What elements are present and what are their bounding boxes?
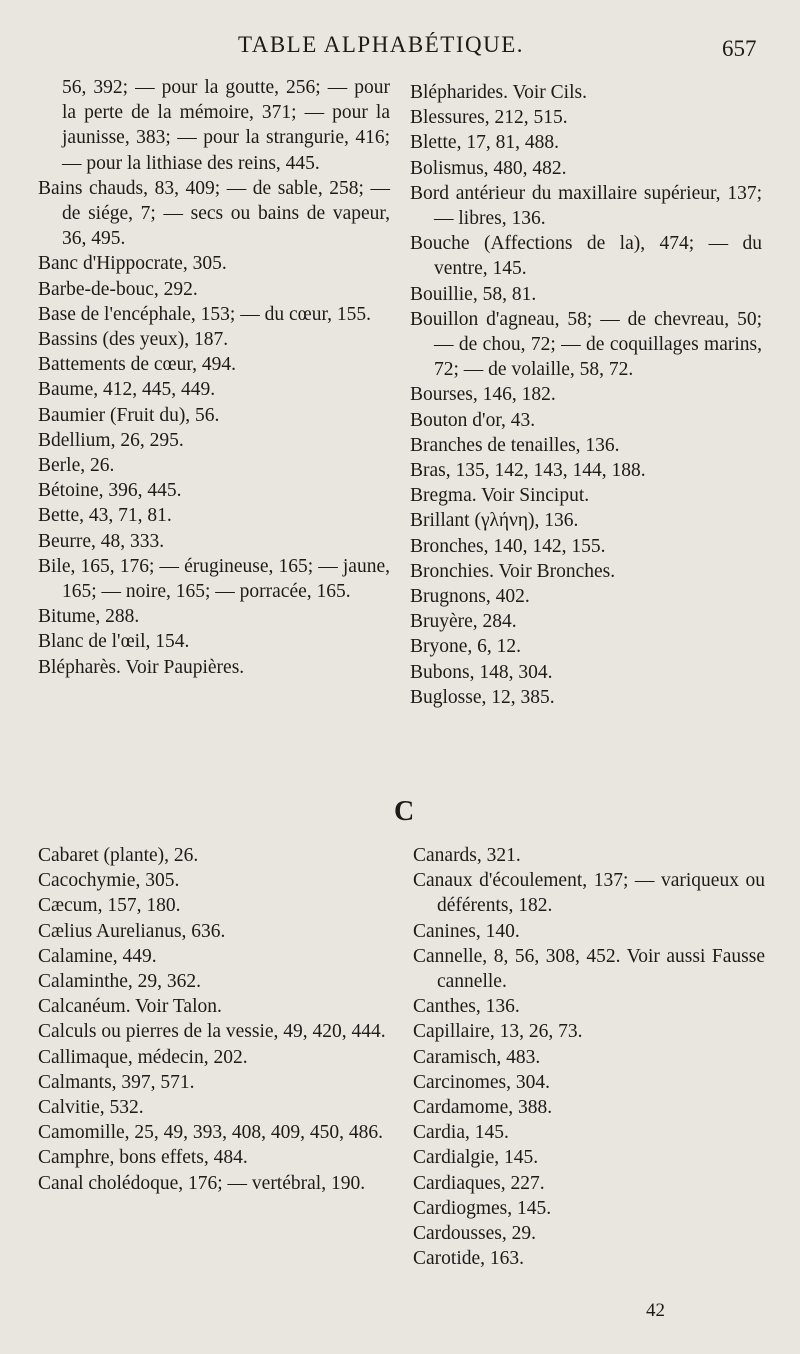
- index-entry: Calaminthe, 29, 362.: [38, 971, 202, 993]
- index-entry: Baume, 412, 445, 449.: [38, 379, 216, 401]
- index-entry: Branches de tenailles, 136.: [410, 434, 620, 456]
- index-entry: Cardousses, 29.: [413, 1223, 536, 1245]
- index-entry: Cardialgie, 145.: [413, 1147, 539, 1169]
- index-entry: Cardamome, 388.: [413, 1097, 553, 1119]
- index-entry: Berle, 26.: [38, 455, 115, 477]
- index-entry: Cardiaques, 227.: [413, 1172, 545, 1194]
- index-entry: Callimaque, médecin, 202.: [38, 1046, 248, 1068]
- index-entry: Bouillie, 58, 81.: [410, 283, 537, 305]
- index-entry: Bassins (des yeux), 187.: [38, 329, 229, 351]
- index-entry: Canines, 140.: [413, 920, 520, 942]
- index-entry: Canthes, 136.: [413, 996, 520, 1018]
- index-entry: Bord antérieur du maxillaire supérieur, 137; — libres, 136.: [410, 182, 762, 230]
- index-entry: Baumier (Fruit du), 56.: [38, 404, 220, 426]
- index-entry: Blépharès. Voir Paupières.: [38, 656, 245, 678]
- index-entry: Bitume, 288.: [38, 606, 140, 628]
- index-entry: Bette, 43, 71, 81.: [38, 505, 172, 527]
- index-column-left-c: [38, 843, 390, 1196]
- index-entry: Cardia, 145.: [413, 1122, 509, 1144]
- index-column-right-c: [413, 843, 765, 1271]
- index-entry: Bouton d'or, 43.: [410, 409, 536, 431]
- signature-mark: 42: [646, 1300, 665, 1321]
- index-entry: Bubons, 148, 304.: [410, 661, 553, 683]
- index-entry: Camomille, 25, 49, 393, 408, 409, 450, 486.: [38, 1122, 384, 1144]
- index-entry: Calamine, 449.: [38, 945, 157, 967]
- index-entry: Blanc de l'œil, 154.: [38, 631, 190, 653]
- index-entry: Carcinomes, 304.: [413, 1071, 551, 1093]
- index-entry: Cannelle, 8, 56, 308, 452. Voir aussi Fausse cannelle.: [413, 945, 765, 993]
- index-entry: Camphre, bons effets, 484.: [38, 1147, 248, 1169]
- index-entry: Bras, 135, 142, 143, 144, 188.: [410, 460, 646, 482]
- index-entry: Cacochymie, 305.: [38, 870, 180, 892]
- index-entry: Bruyère, 284.: [410, 611, 517, 633]
- index-entry: Brillant (γλήνη), 136.: [410, 510, 579, 532]
- index-entry: Blépharides. Voir Cils.: [410, 82, 587, 103]
- index-entry: Canal cholédoque, 176; — vertébral, 190.: [38, 1172, 366, 1194]
- index-entry: Carotide, 163.: [413, 1248, 525, 1270]
- running-title: TABLE ALPHABÉTIQUE.: [238, 32, 525, 57]
- index-column-left-b: [38, 75, 390, 680]
- index-entry: Blessures, 212, 515.: [410, 107, 568, 129]
- index-entry: Battements de cœur, 494.: [38, 354, 236, 376]
- index-entry: Bronches, 140, 142, 155.: [410, 535, 606, 557]
- index-entry: Bronchies. Voir Bronches.: [410, 560, 616, 582]
- index-column-right-b: [410, 80, 762, 710]
- index-entry: Base de l'encéphale, 153; — du cœur, 155.: [38, 303, 372, 325]
- index-entry: Capillaire, 13, 26, 73.: [413, 1021, 583, 1043]
- index-entry: Calcanéum. Voir Talon.: [38, 996, 222, 1018]
- index-entry: Banc d'Hippocrate, 305.: [38, 253, 227, 275]
- index-entry: Bryone, 6, 12.: [410, 636, 522, 658]
- index-entry: Blette, 17, 81, 488.: [410, 132, 559, 154]
- index-entry: Bouche (Affections de la), 474; — du ventre, 145.: [410, 233, 762, 280]
- index-entry: Bile, 165, 176; — érugineuse, 165; — jaune, 165; — noire, 165; — porracée, 165.: [38, 555, 390, 603]
- index-entry: Buglosse, 12, 385.: [410, 686, 555, 708]
- index-entry: Calvitie, 532.: [38, 1097, 144, 1119]
- index-entry: Bétoine, 396, 445.: [38, 480, 182, 502]
- index-entry: Canaux d'écoulement, 137; — variqueux ou déférents, 182.: [413, 870, 765, 917]
- index-entry: Beurre, 48, 333.: [38, 530, 165, 552]
- index-entry: Calmants, 397, 571.: [38, 1071, 195, 1093]
- index-entry: Calculs ou pierres de la vessie, 49, 420, 444.: [38, 1021, 386, 1043]
- index-entry: Bourses, 146, 182.: [410, 384, 556, 406]
- index-entry: Bains chauds, 83, 409; — de sable, 258; — de siége, 7; — secs ou bains de vapeur, 36, 495.: [38, 177, 390, 250]
- index-entry: Caramisch, 483.: [413, 1046, 541, 1068]
- index-entry: Cardiogmes, 145.: [413, 1197, 552, 1219]
- index-entry: Canards, 321.: [413, 845, 521, 866]
- index-entry: Bouillon d'agneau, 58; — de chevreau, 50; — de chou, 72; — de coquillages marins, 72; — de volaille, 58, 72.: [410, 308, 762, 381]
- section-letter-heading: C: [394, 796, 415, 827]
- index-entry: Cæcum, 157, 180.: [38, 895, 181, 917]
- index-entry: Brugnons, 402.: [410, 586, 530, 608]
- index-entry: Cælius Aurelianus, 636.: [38, 920, 226, 942]
- index-entry: 56, 392; — pour la goutte, 256; — pour la perte de la mémoire, 371; — pour la jaunisse, 383; — pour la strangurie, 416; — pour la lithiase des reins, 445.: [62, 77, 390, 174]
- index-entry: Cabaret (plante), 26.: [38, 845, 199, 866]
- index-entry: Bregma. Voir Sinciput.: [410, 485, 590, 507]
- index-entry: Bdellium, 26, 295.: [38, 429, 184, 451]
- index-entry: Barbe-de-bouc, 292.: [38, 278, 198, 300]
- page-number: 657: [722, 36, 757, 61]
- index-entry: Bolismus, 480, 482.: [410, 157, 567, 179]
